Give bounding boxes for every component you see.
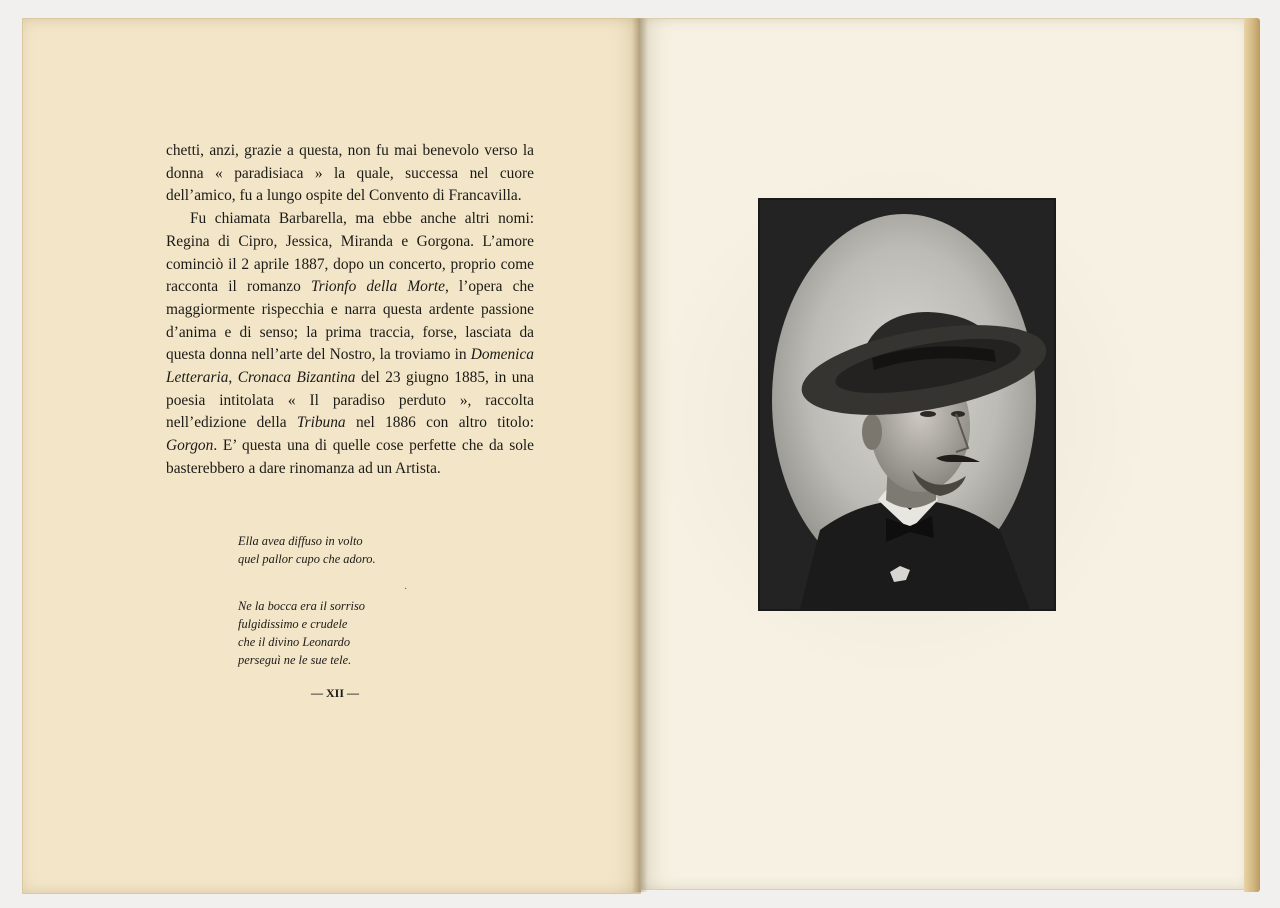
italic-title: Gorgon [166, 437, 214, 455]
verse-line: Ne la bocca era il sorriso [238, 599, 365, 613]
text-run: . E’ questa una di quelle cose perfette che da sole basterebbero a dare rinomanza ad un Artista. [166, 437, 534, 477]
text-run: , [228, 369, 238, 387]
portrait-photograph [758, 198, 1056, 611]
verse-line: Ella avea diffuso in volto [238, 534, 363, 548]
paragraph-2 [166, 208, 534, 480]
portrait-illustration [760, 200, 1054, 609]
text-run: nel 1886 con altro titolo: [345, 414, 534, 432]
paragraph-1: chetti, anzi, grazie a questa, non fu mai benevolo verso la donna « paradisiaca » la quale, successa nel cuore dell’amico, fu a lungo ospite del Convento di Francavilla. [166, 142, 534, 205]
text-run: del 23 giugno 1885, in una poesia intitolata « Il paradiso perduto », raccolta nell’edizione della [166, 369, 534, 432]
verse-line: che il divino Leonardo [238, 635, 351, 649]
italic-title: Trionfo della Morte [310, 278, 445, 296]
verse-mark: · [404, 584, 408, 595]
book-gutter [632, 18, 648, 892]
body-text [166, 140, 534, 481]
verse-stanza-2 [238, 597, 438, 669]
page-number: — XII — [310, 686, 359, 700]
verse-line: fulgidissimo e crudele [238, 617, 348, 631]
verse-line: perseguì ne le sue tele. [238, 653, 352, 667]
verse-stanza-1 [238, 532, 438, 568]
italic-title: Tribuna [296, 414, 346, 432]
italic-title: Domenica Letteraria [166, 346, 534, 387]
text-run: Fu chiamata Barbarella, ma ebbe anche altri nomi: Regina di Cipro, Jessica, Miranda e Gorgona. L’amore cominciò il 2 aprile 1887, dopo un concerto, proprio come racconta il romanzo [166, 210, 534, 296]
italic-title: Cronaca Bizantina [237, 369, 356, 387]
verse-line: quel pallor cupo che adoro. [238, 552, 376, 566]
text-run: , l’opera che maggiormente rispecchia e narra questa ardente passione d’anima e di senso; la prima traccia, forse, lasciata da questa donna nell’arte del Nostro, la troviamo in [166, 278, 534, 364]
page-edges [1244, 18, 1260, 892]
